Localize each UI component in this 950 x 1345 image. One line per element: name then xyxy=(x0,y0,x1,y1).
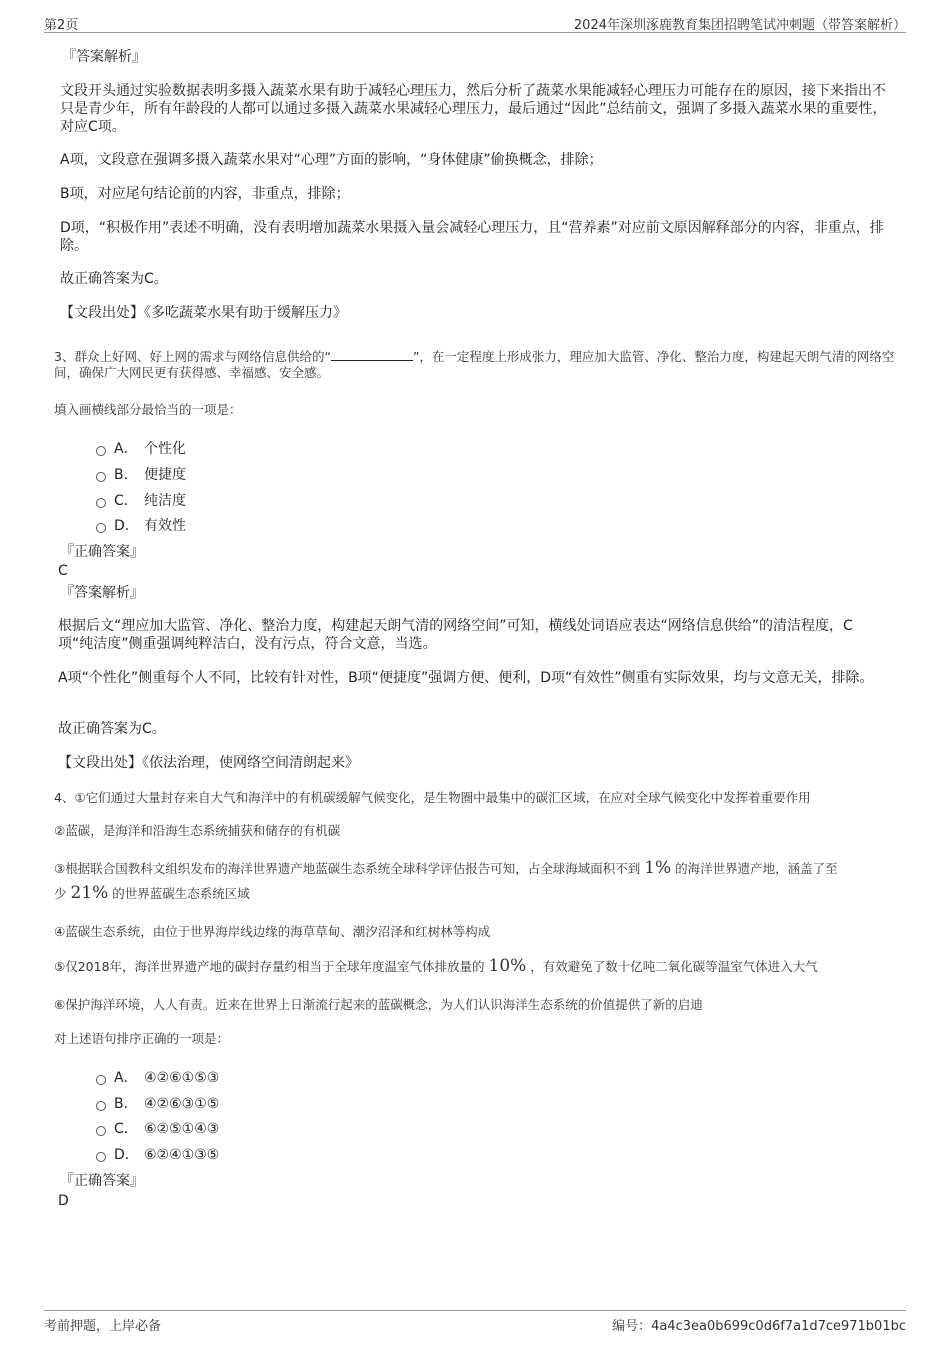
q4-answer-heading: 『正确答案』 xyxy=(60,1173,144,1189)
q2-analysis-heading: 『答案解析』 xyxy=(62,49,146,65)
option-key: D． xyxy=(114,518,139,534)
q4-sentence-3-line-1 xyxy=(54,860,838,877)
q2-analysis-paragraph: 文段开头通过实验数据表明多摄入蔬菜水果有助于减轻心理压力，然后分析了蔬菜水果能减轻心理压力可能存在的原因，接下来指出不只是青少年，所有年龄段的人都可以通过多摄入蔬菜水果减轻心理压力，最后通过“因此”总结前文，强调了多摄入蔬菜水果的重要性，对应C项。 xyxy=(60,83,887,135)
q4-s5-percent: 10% xyxy=(488,956,527,976)
q4-option-d[interactable] xyxy=(96,1144,219,1164)
option-text: 个性化 xyxy=(144,441,186,457)
q2-conclusion: 故正确答案为C。 xyxy=(60,271,168,287)
page-footer xyxy=(44,1310,906,1333)
q3-option-d[interactable] xyxy=(96,515,186,535)
q3-stem xyxy=(54,348,896,381)
radio-button[interactable] xyxy=(96,1101,106,1111)
q3-conclusion: 故正确答案为C。 xyxy=(58,721,166,737)
q3-prompt: 填入画横线部分最恰当的一项是： xyxy=(54,402,242,417)
q4-sentence-2: ②蓝碳，是海洋和沿海生态系统捕获和储存的有机碳 xyxy=(54,823,341,838)
option-key: B． xyxy=(114,1096,138,1112)
q4-s3-text-d: 的世界蓝碳生态系统区域 xyxy=(112,886,250,901)
option-text: 有效性 xyxy=(144,518,186,534)
option-key: A． xyxy=(114,1070,138,1086)
option-key: A． xyxy=(114,441,138,457)
page-header xyxy=(44,12,906,33)
q4-s3-percent-1: 1% xyxy=(644,858,672,878)
q4-sentence-5 xyxy=(54,958,818,975)
q4-option-b[interactable] xyxy=(96,1093,219,1113)
q4-s3-text-c: 少 xyxy=(54,886,67,901)
q4-sentence-1: 4、①它们通过大量封存来自大气和海洋中的有机碳缓解气候变化，是生物圈中最集中的碳汇区域，在应对全球气候变化中发挥着重要作用 xyxy=(54,790,811,805)
q3-answer-heading: 『正确答案』 xyxy=(60,544,144,560)
q4-answer: D xyxy=(58,1193,69,1209)
option-key: C． xyxy=(114,1121,138,1137)
q3-stem-before: 3、群众上好网、好上网的需求与网络信息供给的“ xyxy=(54,349,331,364)
footer-code: 编号：4a4c3ea0b699c0d6f7a1d7ce971b01bc xyxy=(612,1319,906,1334)
q4-sentence-6: ⑥保护海洋环境，人人有责。近来在世界上日渐流行起来的蓝碳概念，为人们认识海洋生态系统的价值提供了新的启迪 xyxy=(54,997,703,1012)
q4-s3-text-a: ③根据联合国教科文组织发布的海洋世界遗产地蓝碳生态系统全球科学评估报告可知，占全球海域面积不到 xyxy=(54,861,641,876)
radio-button[interactable] xyxy=(96,498,106,508)
q4-s3-percent-2: 21% xyxy=(70,883,109,903)
q3-answer-blank xyxy=(331,348,413,361)
option-text: 纯洁度 xyxy=(144,493,186,509)
q4-sentence-4: ④蓝碳生态系统，由位于世界海岸线边缘的海草草甸、潮汐沼泽和红树林等构成 xyxy=(54,924,491,939)
q3-source: 【文段出处】《依法治理，使网络空间清朗起来》 xyxy=(58,755,359,771)
q3-analysis-paragraph-1: 根据后文“理应加大监管、净化、整治力度，构建起天朗气清的网络空间”可知，横线处词语应表达“网络信息供给”的清洁程度，C项“纯洁度”侧重强调纯粹洁白，没有污点，符合文意，当选。 xyxy=(58,618,853,652)
q4-s5-text-b: ，有效避免了数十亿吨二氧化碳等温室气体进入大气 xyxy=(530,959,818,974)
radio-button[interactable] xyxy=(96,523,106,533)
q2-source: 【文段出处】《多吃蔬菜水果有助于缓解压力》 xyxy=(60,305,347,321)
q3-analysis-paragraph-2: A项“个性化”侧重每个人不同，比较有针对性，B项“便捷度”强调方便、便利，D项“有效性”侧重有实际效果，均与文意无关，排除。 xyxy=(58,670,874,686)
footer-slogan: 考前押题，上岸必备 xyxy=(44,1319,162,1334)
option-key: B． xyxy=(114,467,138,483)
radio-button[interactable] xyxy=(96,472,106,482)
option-key: C． xyxy=(114,493,138,509)
radio-button[interactable] xyxy=(96,446,106,456)
option-text: 便捷度 xyxy=(144,467,186,483)
document-title: 2024年深圳涿鹿教育集团招聘笔试冲刺题（带答案解析） xyxy=(573,18,906,33)
page-number: 第2页 xyxy=(44,18,79,33)
option-text: ④②⑥①⑤③ xyxy=(144,1070,220,1086)
q2-analysis-option-a: A项，文段意在强调多摄入蔬菜水果对“心理”方面的影响，“身体健康”偷换概念，排除； xyxy=(60,152,603,168)
q4-sentence-3-line-2 xyxy=(54,885,250,902)
radio-button[interactable] xyxy=(96,1126,106,1136)
q3-option-a[interactable] xyxy=(96,438,186,458)
q4-option-c[interactable] xyxy=(96,1118,219,1138)
q3-stem-after: ”，在一定程度上形成张力，理应加大监管、净化、整治力度，构建起天朗气清的网络空间，确保广大网民更有获得感、幸福感、安全感。 xyxy=(54,349,895,380)
radio-button[interactable] xyxy=(96,1152,106,1162)
q3-option-c[interactable] xyxy=(96,490,186,510)
q4-prompt: 对上述语句排序正确的一项是： xyxy=(54,1031,230,1046)
radio-button[interactable] xyxy=(96,1075,106,1085)
option-key: D． xyxy=(114,1147,139,1163)
q3-option-b[interactable] xyxy=(96,464,186,484)
q4-s3-text-b: 的海洋世界遗产地，涵盖了至 xyxy=(675,861,838,876)
q2-analysis-option-d: D项，“积极作用”表述不明确，没有表明增加蔬菜水果摄入量会减轻心理压力，且“营养素”对应前文原因解释部分的内容，非重点，排除。 xyxy=(60,220,884,254)
q3-answer: C xyxy=(58,563,68,579)
q4-option-a[interactable] xyxy=(96,1067,219,1087)
option-text: ⑥②⑤①④③ xyxy=(144,1121,220,1137)
option-text: ⑥②④①③⑤ xyxy=(144,1147,220,1163)
q3-analysis-heading: 『答案解析』 xyxy=(60,585,144,601)
option-text: ④②⑥③①⑤ xyxy=(144,1096,220,1112)
q4-s5-text-a: ⑤仅2018年，海洋世界遗产地的碳封存量约相当于全球年度温室气体排放量的 xyxy=(54,959,485,974)
q2-analysis-option-b: B项，对应尾句结论前的内容，非重点，排除； xyxy=(60,186,350,202)
